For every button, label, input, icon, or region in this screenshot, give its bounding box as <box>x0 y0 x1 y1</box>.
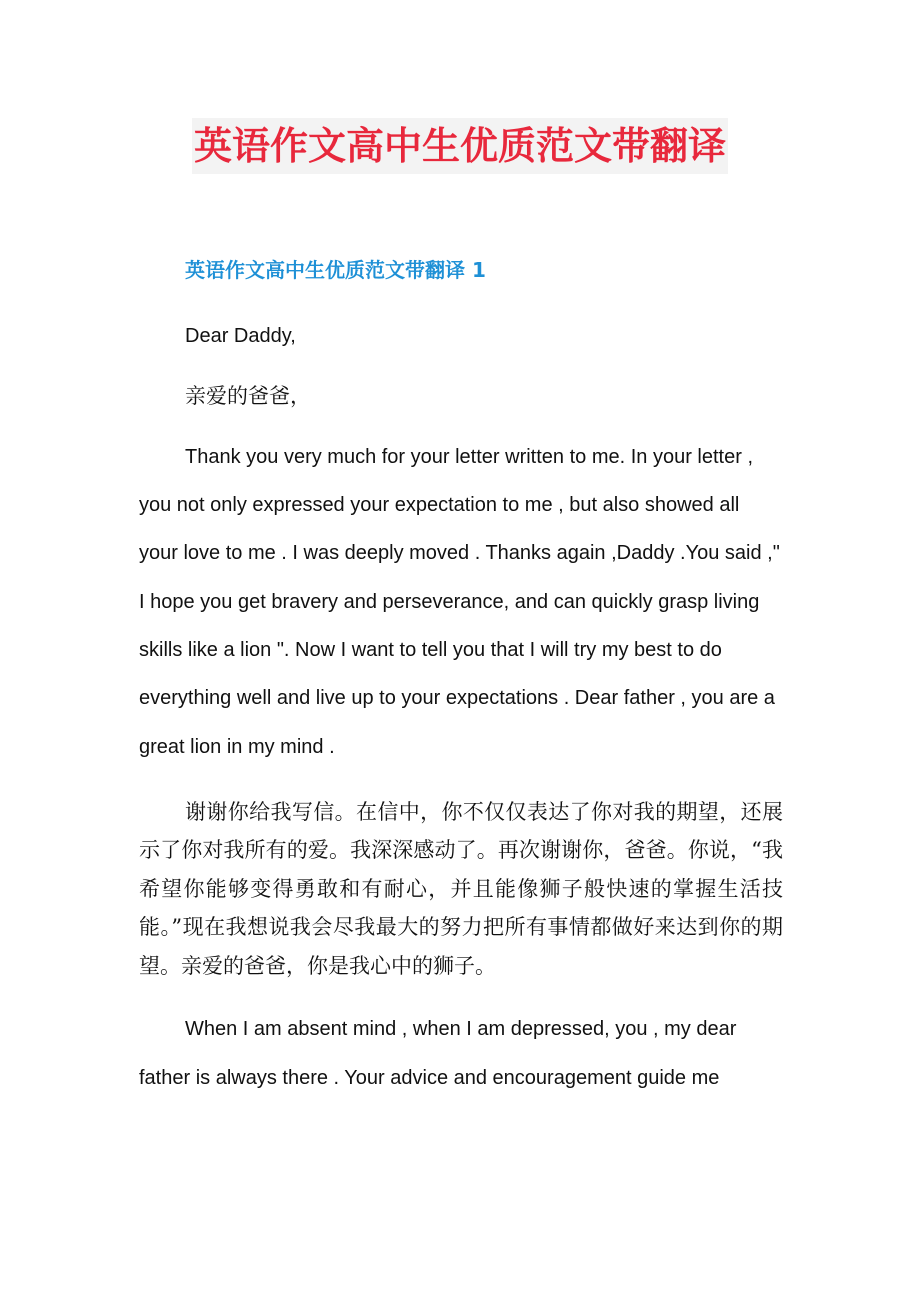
title-container <box>0 118 920 174</box>
paragraph-chinese-1: 谢谢你给我写信。在信中，你不仅仅表达了你对我的期望，还展示了你对我所有的爱。我深深感动了。再次谢谢你，爸爸。你说，“我希望你能够变得勇敢和有耐心，并且能像狮子般快速的掌握生活技能。”现在我想说我会尽我最大的努力把所有事情都做好来达到你的期望。亲爱的爸爸，你是我心中的狮子。 <box>139 799 783 978</box>
salutation-chinese: 亲爱的爸爸， <box>185 384 311 409</box>
document-title: 英语作文高中生优质范文带翻译 <box>192 118 728 174</box>
paragraph-english-1: Thank you very much for your letter written to me. In your letter , you not only expressed your expectation to me , but also showed all your love to me . I was deeply moved . Thanks again ,Daddy .You said ," I hope you get bravery and perseverance, and can quickly grasp living skills like a lion ". Now I want to tell you that I will try my best to do everything well and live up to your expectations . Dear father , you are a great lion in my mind . <box>139 445 780 758</box>
salutation-english: Dear Daddy, <box>185 325 296 347</box>
section-heading: 英语作文高中生优质范文带翻译 1 <box>185 258 486 282</box>
letter-body <box>139 312 783 1102</box>
paragraph-english-2: When I am absent mind , when I am depressed, you , my dear father is always there . Your advice and encouragement guide me <box>139 1018 737 1089</box>
